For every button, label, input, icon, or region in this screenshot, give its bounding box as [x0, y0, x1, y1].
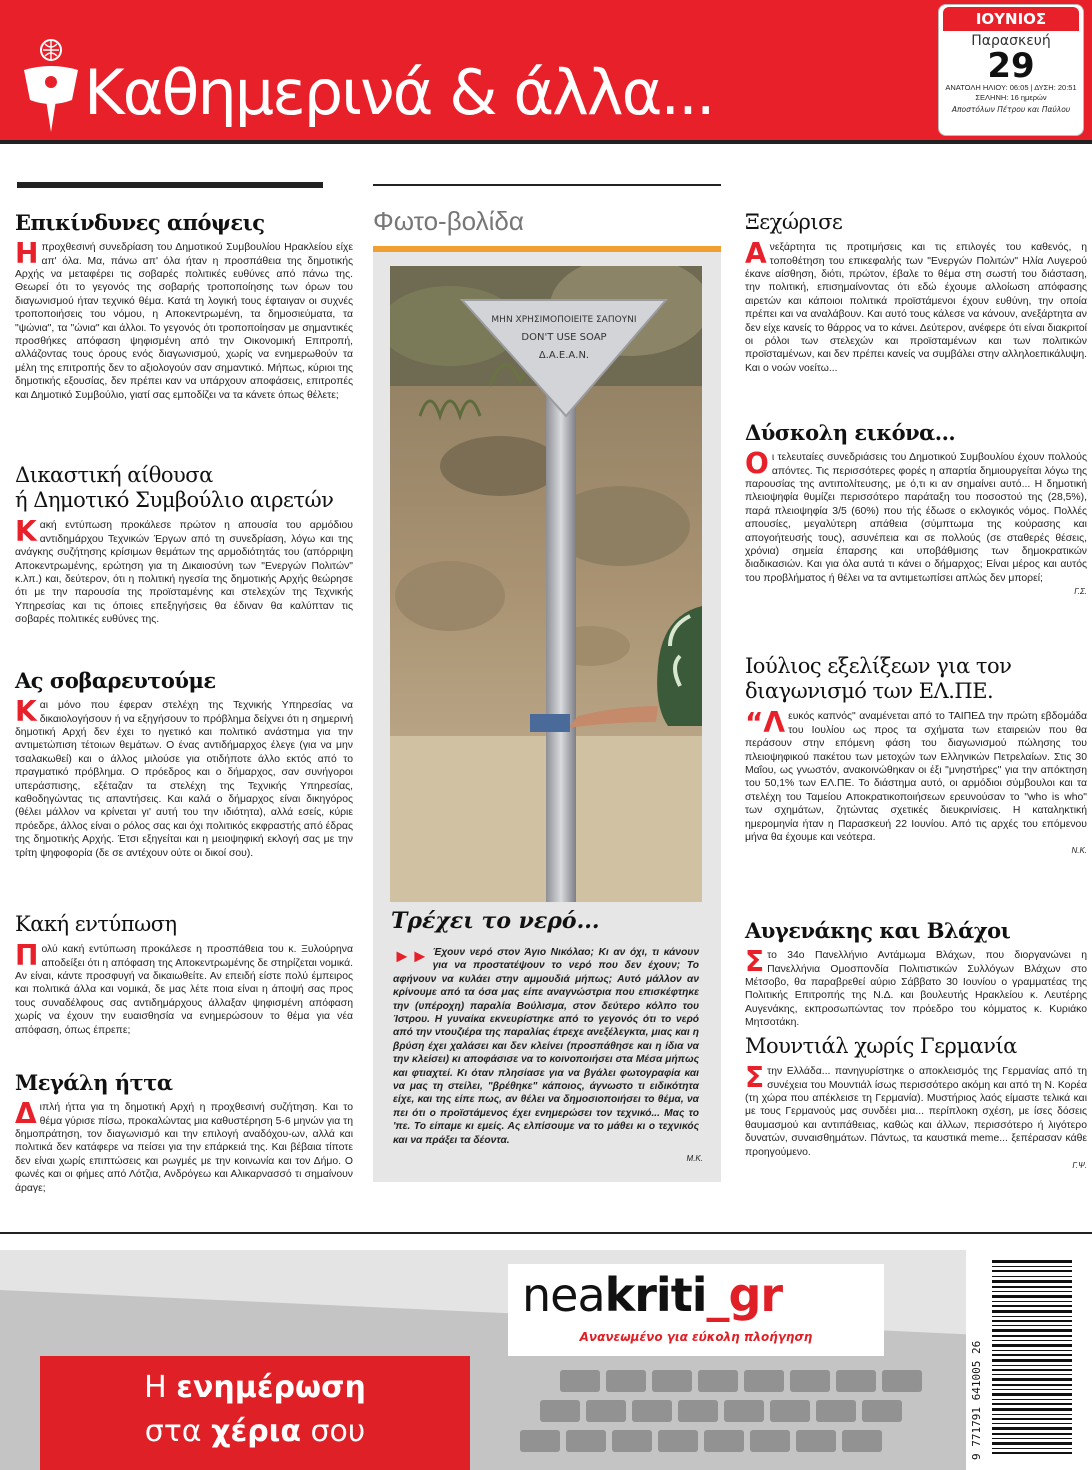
article-stood-out	[745, 210, 1087, 375]
middle-column	[373, 150, 721, 1230]
article-dangerous-views	[15, 210, 353, 402]
article-title: Ξεχώρισε	[745, 210, 843, 234]
photo-section-title: Φωτο-βολίδα	[373, 206, 524, 236]
article-body: Ηπροχθεσινή συνεδρίαση του Δημοτικού Συμβουλίου Ηρακλείου είχε απ' όλα. Μα, πάνω απ' όλα ήταν η προσπάθεια της δημοτικής Αρχής να μεταφέρει τις σοβαρές πολιτικές ευθύνες από πάνω της. Θεωρεί ότι το γεγονός της σοβαρής τροποποίησης των όρων του διαγωνισμού ήταν τεχνικό θέμα. Κατά τη λογική τους έφταιγαν οι συχνές τροποποιήσεις του νόμου, η Αποκεντρωμένη, τα δημοσιεύματα, τα "ψώνια", τα "ώνια" και άλλοι. Το γεγονός ότι τροποποίησαν με σημαντικές προσθήκες απόφαση ψηφισμένη από την Οικονομική Επιτροπή, αλλάζοντας τους όρους ενός διαγωνισμού, χωρίς να ενημερωθούν τα μέλη της επιτροπής δεν το αξιολογούν σαν σημαντικό. Μήπως, κύριοι της δημοτικής εξουσίας, δεν πρέπει καν να υπάρχουν αποφάσεις, επιτροπές και Δημοτικό Συμβούλιο, γιατί σας εμποδίζει να τα κάνετε όπως θέλετε;	[15, 237, 353, 401]
ad-tagline: Ανανεωμένο για εύκολη πλοήγηση	[579, 1330, 813, 1344]
article-title: Κακή εντύπωση	[15, 912, 177, 936]
calendar-saint: Αποστόλων Πέτρου και Παύλου	[951, 105, 1071, 114]
mascot-logo-icon	[20, 36, 82, 134]
article-big-defeat	[15, 1070, 353, 1195]
barcode	[966, 1250, 1092, 1470]
article-body: Στην Ελλάδα... πανηγυρίστηκε ο αποκλεισμός της Γερμανίας από τη συνέχεια του Μουντιάλ ίσως περισσότερο ακόμη και από τη Ν. Κορέα (τη χώρα που απέκλεισε τη Γερμανία). Μυστήριος λαός είμαστε τελικά και με τους Γερμανούς μας συνδέει μια... περίπλοκη σχέση, με ίσες δόσεις θαυμασμού και αντιπάθειας, καθώς και άλλων, περισσότερο ή λιγότερο δυνατών, συναισθημάτων. Πάντως, τα καυστικά meme... ξεπέρασαν κάθε προηγούμενο.	[745, 1061, 1087, 1158]
dropcap: “Λ	[745, 706, 786, 740]
article-title: Αυγενάκης και Βλάχοι	[745, 918, 1011, 943]
article-title: Μεγάλη ήττα	[15, 1070, 173, 1095]
article-difficult-picture	[745, 420, 1087, 596]
article-body: Οι τελευταίες συνεδριάσεις του Δημοτικού Συμβουλίου έχουν πολλούς απόντες. Τις περισσότερες φορές η απαρτία δημιουργείται λόγω της παρουσίας της αντιπολίτευσης, με ό,τι κι αν σημαίνει αυτό... Η δημοτική πλειοψηφία θυμίζει περισσότερο παράταξη του ποσοστού της (28,5%), παρά πλειοψηφία 3/5 (60%) που τής έδωσε ο εκλογικός νόμος. Πολλές απουσίες, μεγαλύτερη απάθεια (σύμπτωμα της κούρασης και απογοήτευσής τους), ασυνέπεια και σε πολλούς (σε σταθερές θέσεις, χρόνια) σημεία έπαρσης και υποβάθμισης των δημοκρατικών διαδικασιών. Και για όλα αυτά τι κάνει ο δήμαρχος; Είναι μέρος και αυτός του προβλήματος ή θέλει να τα αντιμετωπίσει απλώς δεν μπορεί;	[745, 447, 1087, 584]
article-lets-be-serious	[15, 668, 353, 860]
article-mundial-germany	[745, 1034, 1087, 1170]
article-court-room	[15, 463, 353, 627]
dropcap: Π	[15, 939, 39, 973]
calendar-weekday: Παρασκευή	[971, 33, 1051, 49]
article-title: Επικίνδυνες απόψεις	[15, 210, 265, 235]
masthead-title: Καθημερινά & άλλα...	[84, 56, 714, 129]
dropcap: Η	[15, 237, 39, 271]
calendar-moon: ΣΕΛΗΝΗ: 16 ημερών	[975, 93, 1047, 102]
dropcap: Σ	[745, 945, 765, 979]
article-title: Δύσκολη εικόνα...	[745, 420, 956, 445]
article-body: Κακή εντύπωση προκάλεσε πρώτον η απουσία του αρμόδιου αντιδημάρχου Τεχνικών Έργων από τη συνεδρίαση, λόγω και της ανάγκης συζήτησης κρίσιμων θεμάτων της αρμοδιότητάς του (απόρριψη Αποκεντρωμένης, ερώτηση για τη Δικαιοσύνη των "Ενεργών Πολιτών" κ.λπ.) και, δεύτερον, ότι η πολιτική ηγεσία της δημοτικής Αρχής θεώρησε ότι με την παρουσία της προϊσταμένης και στελεχών της Τεχνικής Υπηρεσίας και τις όποιες επεξηγήσεις θα έδιναν θα καλύπταν τις σοβαρές πολιτικές ευθύνες της.	[15, 515, 353, 626]
sign-line-3: Δ.Α.Ε.Α.Ν.	[538, 350, 590, 361]
calendar-day: 29	[987, 46, 1035, 86]
ad-slogan-line1: Η ενημέρωση	[144, 1370, 366, 1405]
ad-logo-box	[508, 1264, 884, 1356]
article-title-line1: Δικαστική αίθουσα	[15, 463, 213, 487]
article-elpe-tender	[745, 654, 1087, 855]
photo-caption-title: Τρέχει το νερό...	[391, 908, 600, 934]
bottom-divider	[0, 1232, 1092, 1234]
article-body: Στο 34ο Πανελλήνιο Αντάμωμα Βλάχων, που διοργανώνει η Πανελλήνια Ομοσπονδία Πολιτιστικών Συλλόγων Βλάχων στο Μέτσοβο, θα παραβρεθεί αύριο Σάββατο 30 Ιουνίου ο γραμματέας της Πολιτικής Επιτροπής της Ν.Δ. και βουλευτής Ηρακλείου κ. Λευτέρης Αυγενάκης, εκπροσωπώντας τον πρόεδρο του κόμματος κ. Κυριάκο Μητσοτάκη.	[745, 945, 1087, 1029]
article-title: Μουντιάλ χωρίς Γερμανία	[745, 1034, 1017, 1058]
dropcap: Σ	[745, 1061, 765, 1095]
photo-caption-text: ►► Έχουν νερό στον Άγιο Νικόλαο; Κι αν όχι, τι κάνουν για να προστατέψουν το νερό που δεν έχουν; Το αφήνουν να κυλάει στην αμμουδιά μήπως; Αυτό μάλλον αν κρίνουμε από τα όσα μας είπε αναγνώστρια που επισκέφτηκε την (υπέροχη) παραλία Βούλισμα, στον δεύτερο κόλπο του Ίστρου. Η γυναίκα εκνευρίστηκε από το γεγονός ότι το νερό από την ντουζιέρα της παραλίας έτρεχε ανεξέλεγκτα, μιας και η βρύση έχει χαλάσει και δεν κλείνει (προσπάθησε και η ίδια να την κλείσει) κι αποφάσισε να το κοινοποιήσει στα Μέσα μήπως και φτιαχτεί. Κι όταν πλησίασε για να βγάλει φωτογραφία και να μας τη στείλει, "βρέθηκε" κάποιος, άγνωστο τι ειδικότητα είχε, και της είπε πως, αν θέλει να δημοσιοποιήσει το θέμα, να πει ότι ο προϊστάμενος έχει ενημερώσει τον τεχνικό... Μας το 'πε. Το είπαμε κι εμείς. Ας ελπίσουμε να το μάθει κι ο τεχνικός και να πράξει τα δέοντα.	[393, 946, 699, 1146]
ad-slogan-line2: στα χέρια σου	[144, 1414, 366, 1449]
calendar-sun-times: ΑΝΑΤΟΛΗ ΗΛΙΟΥ: 06:05 | ΔΥΣΗ: 20:51	[945, 83, 1077, 92]
article-signature: Γ.Ψ.	[1072, 1161, 1087, 1171]
photo-caption-signature: Μ.Κ.	[686, 1154, 703, 1163]
barcode-icon	[966, 1250, 1092, 1470]
article-title-line2: διαγωνισμό των ΕΛ.ΠΕ.	[745, 679, 994, 704]
column-top-rule	[373, 184, 721, 186]
article-body: Και μόνο που έφεραν στελέχη της Τεχνικής Υπηρεσίας να δικαιολογήσουν ή να εξηγήσουν το πρόβλημα δείχνει ότι η σημερινή δημοτική Αρχή δεν έχει το ηγετικό και πολιτικό ανάστημα για την αντιμετώπιση τέτοιων θεμάτων. Ο ένας αντιδήμαρχος έλεγε (για να μην τσαλακωθεί) και ο άλλος μιλούσε για οτιδήποτε άλλο εκτός από το πραγματικό πρόβλημα. Ο πρόεδρος και ο δήμαρχος, σαν συνήγοροι υπεράσπισης, εξέταζαν τα στελέχη της Τεχνικής Υπηρεσίας, καθοδηγώντας τις απαντήσεις. Και καλά ο δήμαρχος είναι δικηγόρος (θέλει μάλλον να κρίνεται γι' αυτή του την ιδιότητα), αλλά εσείς, κύριε πρόεδρε, άλλος είναι ο ρόλος σας και όχι πολιτικός εκφραστής από έδρας της δημοτικής Αρχής. Έτσι εξηγείται και η μειοψηφική εκλογή σας με την τρίτη ψηφοφορία (δε σε αντέχουν ούτε οι δικοί σου).	[15, 695, 353, 859]
dropcap: Κ	[15, 515, 37, 549]
date-calendar-box	[938, 4, 1084, 136]
beach-shower-photo	[390, 266, 702, 902]
article-body: “Λευκός καπνός" αναμένεται από το ΤΑΙΠΕΔ την πρώτη εβδομάδα του Ιουλίου ως προς τα σχήματα των εταιρειών που θα περάσουν στην επόμενη φάση του διαγωνισμού πώλησης του πλειοψηφικού πακέτου των μετοχών των Ελληνικών Πετρελαίων. Στις 30 Μαΐου, ως γνωστόν, ανακοινώθηκαν οι έξι "μνηστήρες" για την απόκτηση του 50,1% των ΕΛ.ΠΕ. Το διάστημα αυτό, οι αρμόδιοι σύμβουλοι και τα στελέχη του Ταμείου Αποκρατικοποιήσεων ερευνούσαν το "who is who" των σχημάτων, ζητώντας σχετικές διευκρινίσεις. Η καταληκτική ημερομηνία ήταν η Παρασκευή 22 Ιουνίου. Από τις αρχές του επόμενου μήνα θα έχουμε και νεότερα.	[745, 706, 1087, 844]
sign-line-2: DON'T USE SOAP	[521, 332, 607, 343]
article-body: Πολύ κακή εντύπωση προκάλεσε η προσπάθεια του κ. Ξυλούρηνα αποδείξει ότι η απόφαση της Αποκεντρωμένης δε στηρίζεται νομικά. Αν είναι, κάντε προσφυγή να δικαιωθείτε. Αν επειδή είστε πολύ έμπειρος και πολιτικά άλλα και νομικά, δε μας λέτε ποια είναι η άποψή σας προς τους συναδέλφους σας αντιδημάρχους άλλαξαν ψηφισμένη απόφαση χωρίς να έχουν την ευαισθησία να ενημερώσουν το θέμα για νέα απόφαση, όπως έπρεπε;	[15, 939, 353, 1036]
article-avgenakis-vlachs	[745, 918, 1087, 1030]
article-bad-impression	[15, 912, 353, 1037]
neakriti-logo: neakriti_gr	[522, 1268, 783, 1322]
dropcap: Δ	[15, 1097, 37, 1131]
masthead-banner	[0, 0, 1092, 140]
dropcap: Κ	[15, 695, 37, 729]
article-title-line2: ή Δημοτικό Συμβούλιο αιρετών	[15, 488, 334, 513]
advertisement-banner[interactable]	[0, 1250, 1092, 1470]
article-signature: Γ.Σ.	[1074, 587, 1087, 597]
barcode-digits: 9 771791 641005 26	[970, 1340, 983, 1460]
calendar-month: ΙΟΥΝΙΟΣ	[943, 7, 1079, 31]
sign-line-1: ΜΗΝ ΧΡΗΣΙΜΟΠΟΙΕΙΤΕ ΣΑΠΟΥΝΙ	[491, 315, 637, 325]
article-title-line1: Ιούλιος εξελίξεων για τον	[745, 654, 1012, 678]
dropcap: Α	[745, 237, 767, 271]
column-top-rule	[17, 182, 323, 188]
article-signature: Ν.Κ.	[1071, 846, 1087, 856]
dropcap: Ο	[745, 447, 769, 481]
article-body: Ανεξάρτητα τις προτιμήσεις και τις επιλογές του καθενός, η τοποθέτηση του επικεφαλής των "Ενεργών Πολιτών" Ηλία Λυγερού έκανε αίσθηση, διότι, πρώτον, έβαλε το θέμα στη σωστή του διάσταση, την πολιτική, επισημαίνοντας ότι εδώ έχουμε αλλοίωση απόφασης αιρετών και κάποιοι πολιτικά προϊστάμενοι έχουν ευθύνη, την οποία πρέπει και να αναλάβουν. Και αυτό τους κάλεσε να κάνουν, ανεξάρτητα αν δεν είχε κανείς το θάρρος να το κάνει. Δεύτερον, ανέφερε ότι είναι διακριτοί οι ρόλοι των στελεχών και προϊσταμένων και των πολιτικών προϊσταμένων, και δεν πρέπει κανείς να συμβάλει στην αλληλοεπικάλυψη. Και ο νοών νοείτω...	[745, 237, 1087, 374]
article-body: Διπλή ήττα για τη δημοτική Αρχή η προχθεσινή συζήτηση. Και το θέμα γύρισε πίσω, προκαλώντας μια καθυστέρηση 5-6 μηνών για τη δημοπράτηση, τον διαγωνισμό και την επιλογή αναδόχου-ων, αλλά και πολιτικά δεν κατάφερε να πείσει για την επάρκειά της. Και βέβαια τίποτε δεν είναι χωρίς επιπτώσεις και ρωγμές με την κοινωνία και τον Δήμο. Ο φωνές και οι φήμες από Λότζια, Ανδρόγεω και Αλικαρνασσό τι σημαίνουν άραγε;	[15, 1097, 353, 1194]
ad-slogan-box	[40, 1356, 470, 1470]
photo-feature-box	[373, 252, 721, 1182]
article-title: Ας σοβαρευτούμε	[15, 668, 216, 693]
red-arrows-icon: ►►	[393, 946, 429, 966]
